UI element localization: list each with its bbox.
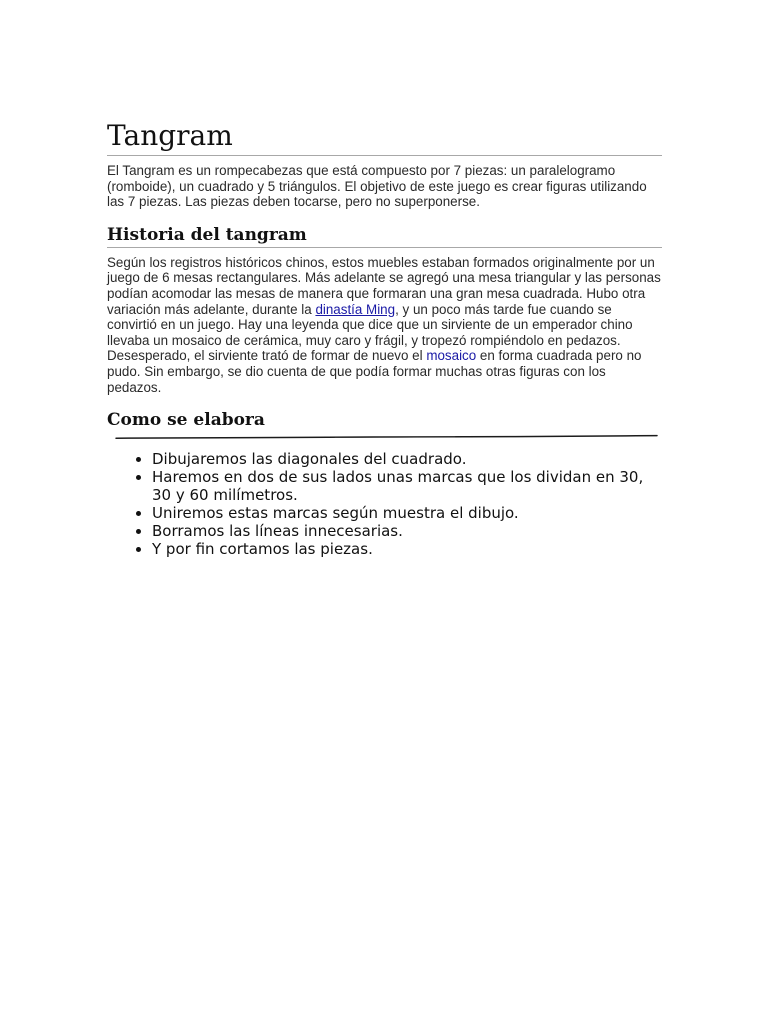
list-item: • Haremos en dos de sus lados unas marcas que los dividan en 30, 30 y 60 milímetros.: [152, 468, 662, 504]
intro-paragraph: El Tangram es un rompecabezas que está compuesto por 7 piezas: un paralelogramo (romboide), un cuadrado y 5 triángulos. El objetivo de este juego es crear figuras utilizando las 7 piezas. Las piezas deben tocarse, pero no superponerse.: [107, 163, 647, 210]
historia-text-part-1: Según los registros históricos chinos, estos muebles estaban formados originalmente por un juego de 6 mesas rectangulares. Más adelante se agregó una mesa triangular y las personas podían acomodar las mesas de manera que formaran una gran mesa cuadrada. Hubo otra variación más adelante, durante la: [107, 254, 661, 317]
list-item: • Y por fin cortamos las piezas.: [152, 540, 662, 558]
historia-heading: Historia del tangram: [107, 224, 662, 248]
mosaico-link[interactable]: mosaico: [426, 348, 477, 364]
historia-text-part-3: en forma cuadrada pero no pudo. Sin embargo, se dio cuenta de que podía formar muchas otras figuras con los pedazos.: [107, 348, 642, 395]
list-item: • Dibujaremos las diagonales del cuadrado.: [152, 450, 662, 468]
historia-paragraph: [107, 255, 662, 395]
hand-drawn-divider: [115, 434, 660, 440]
list-item: • Uniremos estas marcas según muestra el dibujo.: [152, 504, 662, 522]
steps-list: [107, 450, 662, 558]
page-title: Tangram: [107, 118, 662, 156]
document-page: [107, 118, 662, 558]
historia-text-part-2: , y un poco más tarde fue cuando se convirtió en un juego. Hay una leyenda que dice que un sirviente de un emperador chino llevaba un mosaico de cerámica, muy caro y frágil, y tropezó rompiéndolo en pedazos. Desesperado, el sirviente trató de formar de nuevo el: [107, 301, 633, 364]
list-item: • Borramos las líneas innecesarias.: [152, 522, 662, 540]
elabora-heading: Como se elabora: [107, 410, 265, 431]
dinastia-ming-link[interactable]: dinastía Ming: [315, 301, 396, 317]
